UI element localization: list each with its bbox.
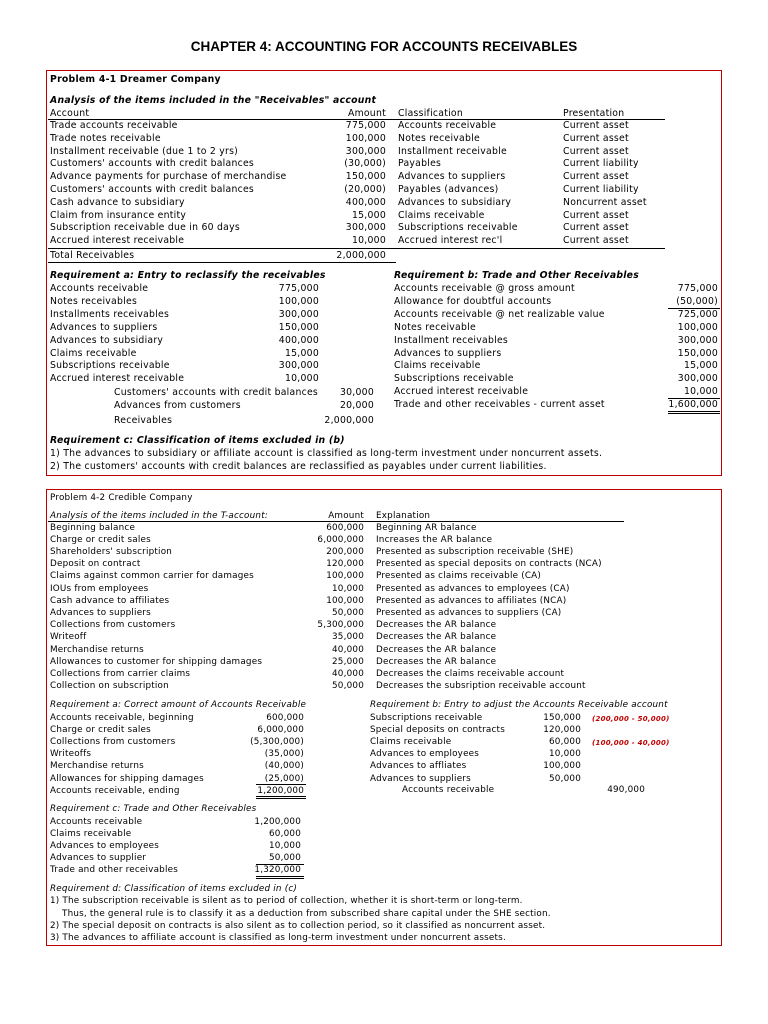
- entry-debit-amount: 300,000: [278, 360, 319, 372]
- ar-item: Merchandise returns: [50, 761, 144, 772]
- receivable-item: Advances to employees: [50, 840, 160, 851]
- table-row-explanation: Presented as advances to employees (CA): [376, 583, 570, 594]
- double-underline: [256, 796, 306, 799]
- ar-item: Allowances for shipping damages: [50, 773, 204, 784]
- receivable-item: Accrued interest receivable: [394, 386, 529, 398]
- total-rule: [256, 864, 304, 865]
- receivable-amount: (50,000): [676, 295, 718, 307]
- receivable-item: Claims receivable: [394, 360, 481, 372]
- table-row-explanation: Presented as claims receivable (CA): [376, 571, 542, 582]
- table-row-account: Installment receivable (due 1 to 2 yrs): [50, 145, 239, 157]
- ar-item: Writeoffs: [50, 749, 92, 760]
- receivable-amount: 1,320,000: [254, 865, 301, 876]
- receivable-item: Advances to supplier: [50, 853, 147, 864]
- table-row-explanation: Decreases the AR balance: [376, 644, 497, 655]
- entry-debit-amount: 150,000: [543, 712, 581, 723]
- table-row-explanation: Decreases the claims receivable account: [376, 668, 565, 679]
- table-row-amount: 120,000: [326, 559, 364, 570]
- entry-debit-amount: 15,000: [284, 347, 319, 359]
- ar-item: Accounts receivable, ending: [50, 785, 180, 796]
- requirement-b-title: Requirement b: Entry to adjust the Accounts Receivable account: [370, 700, 668, 710]
- table-row-presentation: Current asset: [563, 171, 629, 183]
- table-row-explanation: Presented as special deposits on contracts (NCA): [376, 559, 602, 570]
- ar-amount: (35,000): [264, 749, 304, 760]
- receivable-item: Allowance for doubtful accounts: [394, 295, 552, 307]
- entry-credit-amount: 30,000: [339, 387, 374, 398]
- double-underline: [668, 411, 720, 414]
- receivable-amount: 300,000: [677, 334, 718, 346]
- table-row-classification: Accounts receivable: [398, 120, 497, 131]
- table-row-amount: 400,000: [345, 196, 386, 208]
- explanation-line: 2) The special deposit on contracts is also silent as to collection period, so it classified as noncurrent asset.: [50, 920, 546, 931]
- entry-debit-account: Advances to suppliers: [370, 773, 471, 784]
- entry-credit-amount: 2,000,000: [324, 415, 374, 426]
- entry-debit-account: Advances to affliates: [370, 761, 467, 772]
- receivable-item: Notes receivable: [394, 321, 476, 333]
- ar-item: Accounts receivable, beginning: [50, 712, 194, 723]
- ar-amount: 6,000,000: [257, 724, 304, 735]
- table-row-item: Claims against common carrier for damages: [50, 571, 254, 582]
- total-label: Total Receivables: [50, 250, 135, 261]
- receivable-amount: 50,000: [269, 853, 301, 864]
- table-row-item: Collections from customers: [50, 620, 176, 631]
- entry-debit-account: Installments receivables: [50, 308, 170, 320]
- table-row-classification: Notes receivable: [398, 132, 480, 144]
- entry-debit-amount: 100,000: [278, 295, 319, 307]
- table-row-classification: Claims receivable: [398, 209, 485, 221]
- total-bottom-rule: [48, 262, 396, 263]
- table-row-amount: 5,300,000: [317, 620, 364, 631]
- table-row-item: Cash advance to affiliates: [50, 595, 170, 606]
- table-row-amount: 100,000: [326, 571, 364, 582]
- receivable-item: Trade and other receivables - current asset: [394, 399, 605, 411]
- computation-note: (100,000 - 40,000): [592, 738, 670, 747]
- table-row-amount: 15,000: [351, 209, 386, 221]
- entry-credit-amount: 20,000: [339, 400, 374, 411]
- explanation-line: 3) The advances to affiliate account is classified as long-term investment under noncurrent assets.: [50, 932, 506, 943]
- column-header: Amount: [328, 511, 364, 521]
- entry-debit-amount: 60,000: [549, 736, 581, 747]
- receivable-amount: 725,000: [677, 308, 718, 320]
- table-row-classification: Advances to subsidiary: [398, 196, 512, 208]
- entry-credit-account: Advances from customers: [114, 400, 241, 411]
- table-row-amount: 50,000: [332, 681, 364, 692]
- table-row-presentation: Current asset: [563, 209, 629, 221]
- subtotal-rule: [256, 784, 306, 785]
- table-row-classification: Subscriptions receivable: [398, 222, 518, 234]
- entry-debit-amount: 400,000: [278, 334, 319, 346]
- table-row-item: Writeoff: [50, 632, 87, 643]
- receivable-amount: 1,200,000: [254, 816, 301, 827]
- table-row-amount: (30,000): [344, 158, 386, 170]
- column-header: Presentation: [563, 108, 625, 119]
- table-row-presentation: Current asset: [563, 132, 629, 144]
- table-row-account: Trade accounts receivable: [50, 120, 178, 131]
- table-row-item: Charge or credit sales: [50, 534, 151, 545]
- receivable-item: Claims receivable: [50, 828, 132, 839]
- table-row-amount: 600,000: [326, 522, 364, 533]
- table-row-amount: 100,000: [326, 595, 364, 606]
- table-row-explanation: Decreases the AR balance: [376, 632, 497, 643]
- column-header: Classification: [398, 108, 464, 119]
- explanation-line: 1) The subscription receivable is silent as to period of collection, whether it is short-term or long-term.: [50, 896, 523, 906]
- table-row-classification: Payables (advances): [398, 184, 499, 195]
- receivable-amount: 775,000: [677, 283, 718, 294]
- table-row-explanation: Increases the AR balance: [376, 534, 493, 545]
- receivable-item: Trade and other receivables: [50, 865, 179, 876]
- receivable-amount: 1,600,000: [668, 399, 718, 411]
- table-row-presentation: Current asset: [563, 235, 629, 247]
- table-row-presentation: Current asset: [563, 145, 629, 157]
- entry-debit-account: Subscriptions receivable: [50, 360, 170, 372]
- table-row-item: Deposit on contract: [50, 559, 141, 570]
- table-row-amount: 300,000: [345, 145, 386, 157]
- table-row-explanation: Beginning AR balance: [376, 522, 477, 533]
- ar-amount: (40,000): [264, 761, 304, 772]
- entry-debit-amount: 10,000: [284, 373, 319, 385]
- table-row-amount: 35,000: [332, 632, 364, 643]
- section-title: Analysis of the items included in the "Receivables" account: [50, 95, 377, 106]
- table-row-amount: 300,000: [345, 222, 386, 234]
- page-title: CHAPTER 4: ACCOUNTING FOR ACCOUNTS RECEIVABLES: [190, 39, 578, 54]
- entry-debit-account: Special deposits on contracts: [370, 724, 505, 735]
- entry-debit-amount: 50,000: [549, 773, 581, 784]
- computation-note: (200,000 - 50,000): [592, 714, 670, 723]
- table-row-amount: 100,000: [345, 132, 386, 144]
- entry-debit-amount: 10,000: [549, 749, 581, 760]
- problem-heading: Problem 4-1 Dreamer Company: [50, 74, 221, 85]
- entry-debit-account: Advances to employees: [370, 749, 480, 760]
- entry-debit-amount: 775,000: [278, 283, 319, 294]
- table-row-amount: 150,000: [345, 171, 386, 183]
- table-row-account: Accrued interest receivable: [50, 235, 185, 247]
- table-row-amount: (20,000): [344, 184, 386, 195]
- table-row-explanation: Decreases the AR balance: [376, 656, 497, 667]
- entry-debit-account: Subscriptions receivable: [370, 712, 483, 723]
- entry-debit-account: Advances to suppliers: [50, 321, 158, 333]
- table-row-amount: 775,000: [345, 120, 386, 131]
- receivable-item: Subscriptions receivable: [394, 373, 514, 385]
- ar-amount: 600,000: [266, 712, 304, 723]
- entry-credit-account: Accounts receivable: [402, 785, 495, 795]
- table-row-item: Collection on subscription: [50, 681, 169, 692]
- entry-credit-amount: 490,000: [607, 785, 645, 795]
- requirement-c-title: Requirement c: Classification of items excluded in (b): [50, 435, 345, 446]
- explanation-line: 2) The customers' accounts with credit balances are reclassified as payables under current liabilities.: [50, 461, 547, 472]
- entry-debit-account: Advances to subsidiary: [50, 334, 164, 346]
- table-row-amount: 10,000: [332, 583, 364, 594]
- entry-debit-amount: 300,000: [278, 308, 319, 320]
- double-underline: [256, 876, 304, 879]
- table-row-account: Cash advance to subsidiary: [50, 196, 185, 208]
- ar-amount: 1,200,000: [257, 785, 304, 796]
- receivable-amount: 15,000: [683, 360, 718, 372]
- table-row-account: Claim from insurance entity: [50, 209, 187, 221]
- table-row-item: Advances to suppliers: [50, 607, 151, 618]
- table-row-classification: Accrued interest rec'l: [398, 235, 503, 247]
- entry-debit-account: Accounts receivable: [50, 283, 149, 294]
- explanation-line: 1) The advances to subsidiary or affiliate account is classified as long-term investment under noncurrent assets.: [50, 448, 603, 459]
- entry-debit-amount: 100,000: [543, 761, 581, 772]
- receivable-amount: 10,000: [683, 386, 718, 398]
- entry-debit-account: Claims receivable: [370, 736, 452, 747]
- column-header: Account: [50, 108, 90, 119]
- table-row-item: Collections from carrier claims: [50, 668, 191, 679]
- table-row-explanation: Decreases the subsription receivable account: [376, 681, 586, 692]
- ar-amount: (25,000): [264, 773, 304, 784]
- entry-debit-account: Notes receivables: [50, 295, 138, 307]
- table-row-item: Merchandise returns: [50, 644, 144, 655]
- receivable-item: Accounts receivable: [50, 816, 143, 827]
- table-row-item: IOUs from employees: [50, 583, 149, 594]
- ar-item: Charge or credit sales: [50, 724, 151, 735]
- entry-debit-account: Accrued interest receivable: [50, 373, 185, 385]
- table-row-amount: 200,000: [326, 546, 364, 557]
- subtotal-rule: [668, 308, 720, 309]
- entry-credit-account: Receivables: [114, 415, 173, 426]
- table-row-item: Shareholders' subscription: [50, 546, 173, 557]
- entry-credit-account: Customers' accounts with credit balances: [114, 387, 319, 398]
- requirement-a-title: Requirement a: Correct amount of Accounts Receivable: [50, 700, 307, 710]
- total-amount: 2,000,000: [336, 250, 386, 261]
- entry-debit-amount: 120,000: [543, 724, 581, 735]
- table-row-account: Advance payments for purchase of merchandise: [50, 171, 287, 183]
- table-row-amount: 40,000: [332, 668, 364, 679]
- table-row-explanation: Presented as advances to affiliates (NCA): [376, 595, 567, 606]
- table-row-classification: Payables: [398, 158, 442, 170]
- receivable-item: Accounts receivable @ net realizable value: [394, 308, 605, 320]
- column-header: Explanation: [376, 511, 431, 521]
- table-row-presentation: Current liability: [563, 158, 639, 170]
- table-row-amount: 25,000: [332, 656, 364, 667]
- table-row-amount: 50,000: [332, 607, 364, 618]
- total-rule: [668, 398, 720, 399]
- entry-debit-account: Claims receivable: [50, 347, 137, 359]
- column-header: Amount: [347, 108, 386, 119]
- column-header: Analysis of the items included in the T-account:: [50, 511, 269, 521]
- receivable-item: Installment receivables: [394, 334, 509, 346]
- receivable-amount: 10,000: [269, 840, 301, 851]
- ar-amount: (5,300,000): [250, 736, 304, 747]
- table-row-account: Customers' accounts with credit balances: [50, 184, 255, 195]
- explanation-line: Thus, the general rule is to classify it as a deduction from subscribed share capital under the SHE section.: [62, 908, 551, 919]
- table-row-amount: 40,000: [332, 644, 364, 655]
- table-row-presentation: Current asset: [563, 120, 629, 131]
- table-row-presentation: Current liability: [563, 184, 639, 195]
- table-row-account: Customers' accounts with credit balances: [50, 158, 255, 170]
- table-row-classification: Advances to suppliers: [398, 171, 506, 183]
- table-row-amount: 10,000: [351, 235, 386, 247]
- receivable-amount: 60,000: [269, 828, 301, 839]
- table-row-explanation: Decreases the AR balance: [376, 620, 497, 631]
- table-row-explanation: Presented as subscription receivable (SHE): [376, 546, 574, 557]
- table-row-presentation: Current asset: [563, 222, 629, 234]
- receivable-item: Advances to suppliers: [394, 347, 502, 359]
- requirement-c-title: Requirement c: Trade and Other Receivables: [50, 804, 257, 814]
- ar-item: Collections from customers: [50, 736, 176, 747]
- receivable-amount: 150,000: [677, 347, 718, 359]
- entry-debit-amount: 150,000: [278, 321, 319, 333]
- receivable-item: Accounts receivable @ gross amount: [394, 283, 575, 294]
- requirement-b-title: Requirement b: Trade and Other Receivables: [394, 270, 640, 281]
- table-row-classification: Installment receivable: [398, 145, 507, 157]
- requirement-a-title: Requirement a: Entry to reclassify the receivables: [50, 270, 326, 281]
- problem-heading: Problem 4-2 Credible Company: [50, 493, 193, 503]
- table-row-account: Subscription receivable due in 60 days: [50, 222, 240, 234]
- table-row-item: Allowances to customer for shipping damages: [50, 656, 263, 667]
- receivable-amount: 300,000: [677, 373, 718, 385]
- receivable-amount: 100,000: [677, 321, 718, 333]
- requirement-d-title: Requirement d: Classification of items excluded in (c): [50, 884, 298, 894]
- table-row-presentation: Noncurrent asset: [563, 196, 647, 208]
- table-row-item: Beginning balance: [50, 522, 136, 533]
- table-row-explanation: Presented as advances to suppliers (CA): [376, 607, 562, 618]
- table-row-amount: 6,000,000: [317, 534, 364, 545]
- table-row-account: Trade notes receivable: [50, 132, 161, 144]
